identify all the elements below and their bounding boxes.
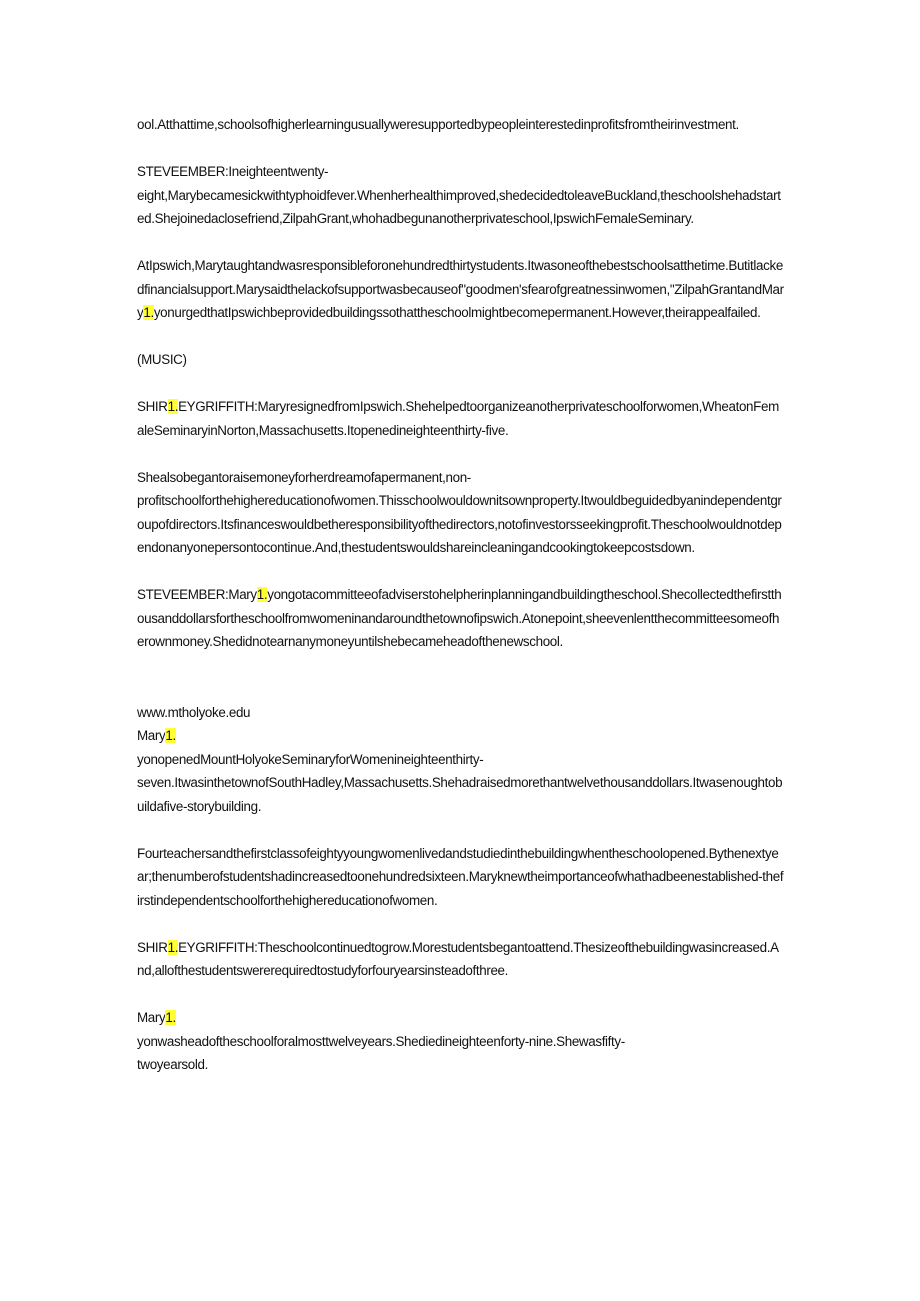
paragraph-11-text-pre: SHIR — [137, 939, 168, 955]
paragraph-12-text-pre: Mary — [137, 1010, 166, 1025]
paragraph-12-text-post: yonwasheadoftheschoolforalmosttwelveyears.Shediedineighteenforty-nine.Shewasfifty- — [137, 1033, 625, 1049]
spacer — [137, 677, 785, 701]
paragraph-1 — [137, 113, 785, 137]
paragraph-1-text: ool.Atthattime,schoolsofhigherlearningusuallyweresupportedbypeopleinterestedinprofitsfromtheirinvestment. — [137, 117, 739, 132]
paragraph-6 — [137, 466, 785, 560]
highlight-marker: 1. — [167, 939, 179, 955]
paragraph-3-text-pre: AtIpswich,Marytaughtandwasresponsibleforonehundredthirtystudents.Itwasoneofthebestschoolsatthetime.Butitlackedfinancialsupport.Marysaidthelackofsupportwasbecauseof"goodmen'sfearofgreatnessinwomen,"ZilpahGrantandMary — [137, 258, 784, 320]
paragraph-10 — [137, 842, 785, 913]
paragraph-7-text-pre: STEVEEMBER:Mary — [137, 587, 257, 602]
highlight-marker: 1. — [165, 728, 176, 743]
paragraph-3 — [137, 254, 785, 325]
highlight-marker: 1. — [256, 587, 268, 602]
paragraph-2-line-2: eight,Marybecamesickwithtyphoidfever.Whenherhealthimproved,shedecidedtoleaveBuckland,theschoolshehadstarted.Shejoinedaclosefriend,ZilpahGrant,whohadbegunanotherprivateschool,IpswichFemaleSeminary. — [137, 187, 781, 226]
highlight-marker: 1. — [167, 399, 179, 414]
paragraph-7-text-post: yongotacommitteeofadviserstohelpherinplanningandbuildingtheschool.Shecollectedthefirstthousanddollarsfortheschoolfromwomeninandaroundthetownofipswich.Atonepoint,sheevenlentthecommitteesomeofherownmoney.Shedidnotearnanymoneyuntilshebecameheadofthenewschool. — [137, 587, 782, 649]
website-url: www.mtholyoke.edu — [137, 704, 251, 720]
paragraph-8-url — [137, 701, 785, 725]
paragraph-10-text: Fourteachersandthefirstclassofeightyyoungwomenlivedandstudiedinthebuildingwhentheschoolopened.Bythenextyear;thenumberofstudentshadincreasedtoonehundredsixteen.Maryknewtheimportanceofwhathadbeenestablished-thefirstindependentschoolforthehighereducationofwomen. — [137, 845, 784, 908]
document-page — [137, 113, 785, 1100]
paragraph-3-text-post: yonurgedthatIpswichbeprovidedbuildingssothattheschoolmightbecomepermanent.However,theirappealfailed. — [153, 305, 761, 320]
paragraph-9-text-post-2: seven.ItwasinthetownofSouthHadley,Massachusetts.Shehadraisedmorethantwelvethousanddollars.Itwasenoughtobuildafive-storybuilding. — [137, 775, 783, 814]
paragraph-7 — [137, 583, 785, 654]
paragraph-6-line-1: Shealsobegantoraisemoneyforherdreamofapermanent,non- — [137, 469, 471, 485]
paragraph-12-text-post-2: twoyearsold. — [137, 1057, 208, 1072]
paragraph-9-text-pre: Mary — [137, 728, 166, 743]
paragraph-12 — [137, 1006, 785, 1077]
highlight-marker: 1. — [143, 305, 154, 320]
highlight-marker: 1. — [165, 1010, 176, 1025]
paragraph-9-text-post: yonopenedMountHolyokeSeminaryforWomenineighteenthirty- — [137, 751, 484, 767]
paragraph-4-text: (MUSIC) — [137, 352, 187, 367]
paragraph-11 — [137, 936, 785, 983]
paragraph-5-text-pre: SHIR — [137, 399, 168, 414]
paragraph-9 — [137, 724, 785, 818]
paragraph-4 — [137, 348, 785, 372]
paragraph-5 — [137, 395, 785, 442]
paragraph-6-line-2: profitschoolforthehighereducationofwomen.Thisschoolwouldownitsownproperty.Itwouldbeguidedbyanindependentgroupofdirectors.Itsfinanceswouldbetheresponsibilityofthedirectors,notofinvestorsseekingprofit.Theschoolwouldnotdependonanyonepersontocontinue.And,thestudentswouldshareincleaningandcookingtokeepcostsdown. — [137, 493, 782, 555]
paragraph-11-text-post: EYGRIFFITH:Theschoolcontinuedtogrow.Morestudentsbegantoattend.Thesizeofthebuildingwasincreased.And,allofthestudentswererequiredtostudyforfouryearsinsteadofthree. — [137, 939, 779, 978]
paragraph-2-line-1: STEVEEMBER:Ineighteentwenty- — [137, 164, 329, 179]
paragraph-2 — [137, 160, 785, 231]
paragraph-5-text-post: EYGRIFFITH:MaryresignedfromIpswich.Shehelpedtoorganizeanotherprivateschoolforwomen,WheatonFemaleSeminaryinNorton,Massachusetts.Itopenedineighteenthirty-five. — [137, 399, 779, 438]
